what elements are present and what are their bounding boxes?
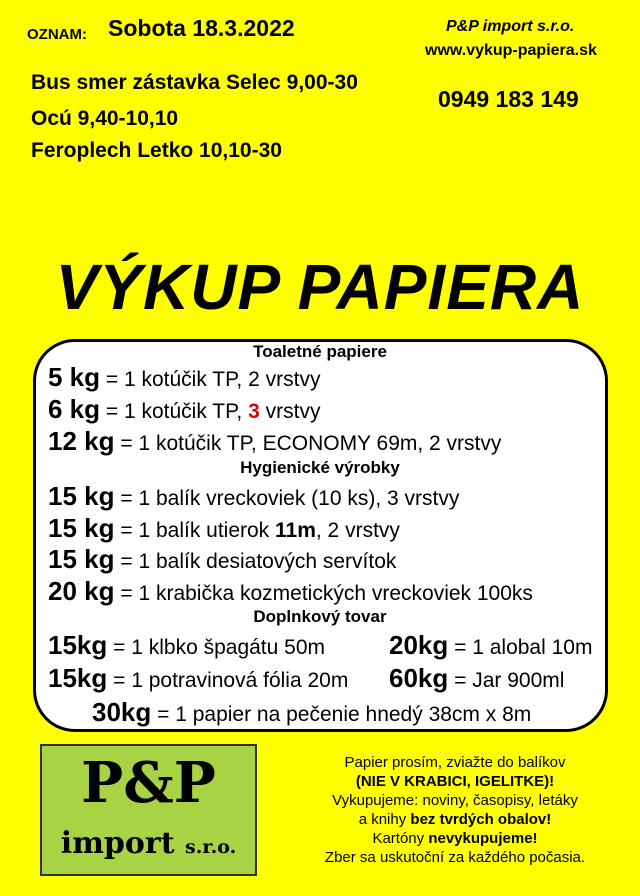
item-text: = 1 krabička kozmetických vreckoviek 100ks	[120, 582, 533, 605]
item-text: , 2 vrstvy	[315, 519, 400, 542]
price-item	[92, 697, 531, 728]
item-text: = 1 balík utierok	[120, 519, 276, 542]
notice-line: Zber sa uskutoční za každého počasia.	[324, 849, 586, 866]
item-text: = 1 klbko špagátu 50m	[113, 636, 325, 659]
logo-sro: s.r.o.	[185, 836, 237, 858]
route-stop-3: Feroplech Letko 10,10-30	[31, 139, 282, 162]
company-name: P&P import s.r.o.	[446, 18, 575, 35]
phone-number[interactable]: 0949 183 149	[438, 86, 579, 112]
section-title-hygiene: Hygienické výrobky	[240, 458, 400, 477]
logo-subtext	[42, 826, 255, 861]
page-title: VÝKUP PAPIERA	[55, 251, 585, 323]
price-item	[48, 663, 348, 694]
price-item	[48, 362, 320, 393]
notice-fragment: a knihy	[358, 811, 411, 828]
notice-line	[270, 810, 640, 829]
weight-label: 15 kg	[48, 481, 115, 511]
route-stop-1: Bus smer zástavka Selec 9,00-30	[31, 71, 358, 94]
item-text-bold: 11m	[275, 519, 316, 542]
item-text: = 1 kotúčik TP, ECONOMY 69m, 2 vrstvy	[120, 432, 502, 455]
website-link[interactable]: www.vykup-papiera.sk	[425, 42, 597, 59]
highlight-number: 3	[248, 400, 260, 423]
price-item	[48, 481, 459, 512]
price-item	[48, 426, 501, 457]
oznam-label: OZNAM:	[27, 26, 87, 43]
weight-label: 15 kg	[48, 544, 115, 574]
section-title-toilet: Toaletné papiere	[253, 342, 387, 361]
price-item	[48, 513, 400, 544]
route-stop-2: Ocú 9,40-10,10	[31, 107, 179, 130]
logo-import-word: import	[60, 826, 175, 861]
company-logo	[40, 744, 257, 876]
notice-fragment-bold: !	[532, 830, 538, 847]
weight-label: 6 kg	[48, 394, 101, 424]
item-text: vrstvy	[259, 400, 321, 423]
price-item	[48, 394, 320, 425]
event-date: Sobota 18.3.2022	[108, 15, 295, 41]
item-text: = 1 potravinová fólia 20m	[113, 669, 349, 692]
item-text: = 1 balík desiatových servítok	[120, 550, 397, 573]
weight-label: 20 kg	[48, 576, 115, 606]
item-text: = 1 papier na pečenie hnedý 38cm x 8m	[157, 703, 532, 726]
price-item	[48, 544, 396, 575]
price-item	[389, 630, 592, 661]
notice-fragment: Kartóny	[372, 830, 429, 847]
price-item	[389, 663, 564, 694]
notice-fragment-bold: nevykupujeme	[428, 830, 533, 847]
weight-label: 15kg	[48, 663, 108, 693]
notice-line	[270, 829, 640, 848]
weight-label: 30kg	[92, 697, 152, 727]
logo-text: P&P	[81, 750, 216, 816]
notice-line: Vykupujeme: noviny, časopisy, letáky	[332, 792, 578, 809]
notice-text	[270, 753, 640, 867]
notice-fragment-bold: !	[546, 811, 552, 828]
weight-label: 15 kg	[48, 513, 115, 543]
item-text: = 1 kotúčik TP,	[105, 400, 249, 423]
weight-label: 12 kg	[48, 426, 115, 456]
weight-label: 20kg	[389, 630, 449, 660]
item-text: = 1 balík vreckoviek (10 ks), 3 vrstvy	[120, 487, 460, 510]
notice-line: Papier prosím, zviažte do balíkov	[344, 754, 566, 771]
item-text: = 1 alobal 10m	[454, 636, 593, 659]
notice-line: (NIE V KRABICI, IGELITKE)!	[355, 773, 555, 790]
price-item	[48, 630, 325, 661]
item-text: = 1 kotúčik TP, 2 vrstvy	[105, 368, 321, 391]
item-text: = Jar 900ml	[454, 669, 565, 692]
notice-fragment-bold: bez tvrdých obalov	[410, 811, 547, 828]
weight-label: 15kg	[48, 630, 108, 660]
section-title-extra: Doplnkový tovar	[253, 607, 387, 626]
weight-label: 5 kg	[48, 362, 101, 392]
price-item	[48, 576, 533, 607]
weight-label: 60kg	[389, 663, 449, 693]
